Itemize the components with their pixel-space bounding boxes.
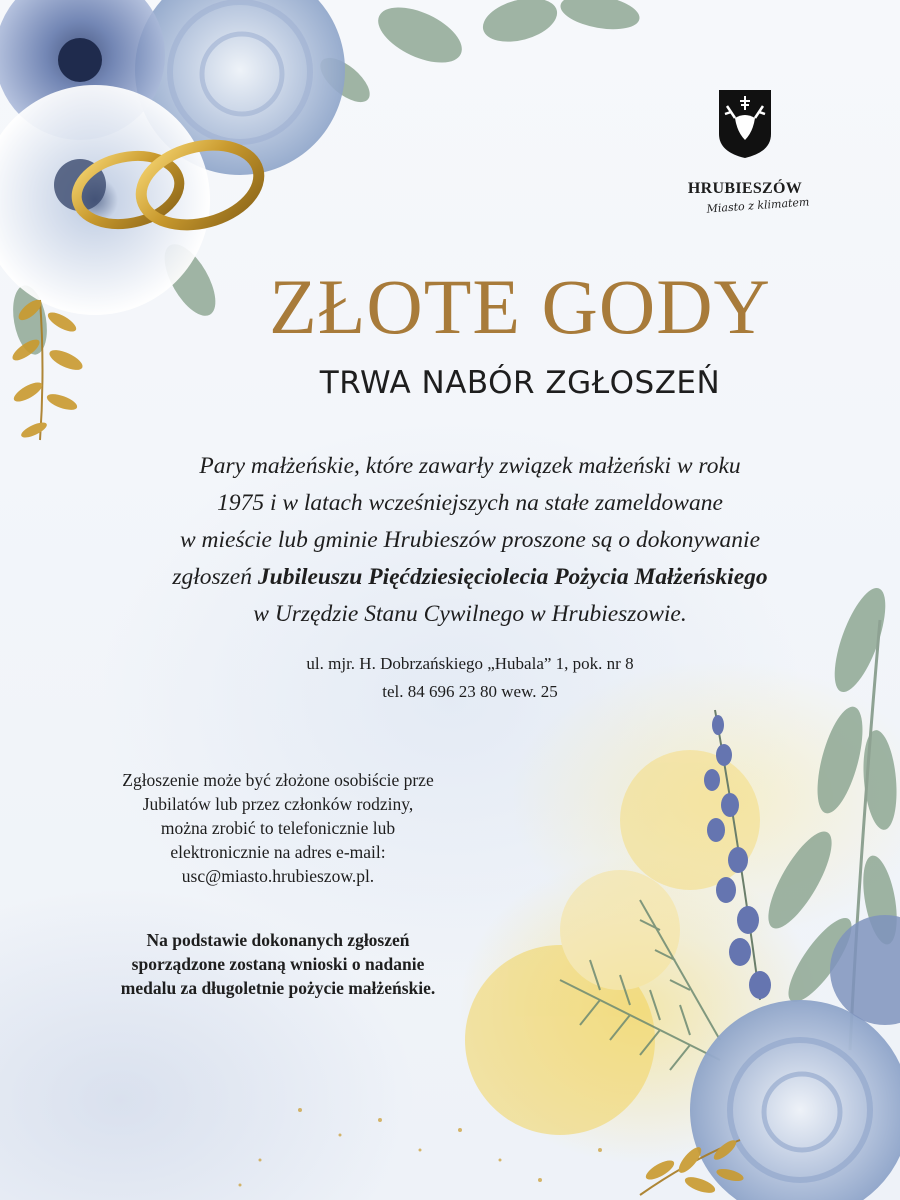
page-subtitle: TRWA NABÓR ZGŁOSZEŃ xyxy=(319,365,721,401)
contact-info xyxy=(20,650,900,706)
email-address: usc@miasto.hrubieszow.pl. xyxy=(181,866,375,886)
intro-paragraph xyxy=(20,448,900,633)
submission-info xyxy=(48,768,508,888)
submission-line: elektronicznie na adres e-mail: xyxy=(170,842,386,862)
intro-line-prefix: zgłoszeń xyxy=(172,564,258,590)
office-phone: tel. 84 696 23 80 wew. 25 xyxy=(382,682,558,701)
intro-line: 1975 i w latach wcześniejszych na stałe zameldowane xyxy=(217,490,723,516)
deer-head-coat-of-arms-icon xyxy=(717,88,773,160)
submission-line: można zrobić to telefonicznie lub xyxy=(160,818,396,838)
city-name: HRUBIESZÓW xyxy=(687,180,803,197)
page-title: ZŁOTE GODY xyxy=(269,263,771,350)
intro-line: w Urzędzie Stanu Cywilnego w Hrubieszowie. xyxy=(253,601,687,627)
intro-line xyxy=(20,559,900,596)
medal-line: medalu za długoletnie pożycie małżeńskie. xyxy=(120,978,436,998)
intro-line: Pary małżeńskie, które zawarły związek małżeński w roku xyxy=(199,453,741,479)
medal-line: sporządzone zostaną wnioski o nadanie xyxy=(131,954,425,974)
submission-line: Zgłoszenie może być złożone osobiście prze xyxy=(122,770,434,790)
jubilee-name: Jubileuszu Pięćdziesięciolecia Pożycia Małżeńskiego xyxy=(257,564,768,590)
city-tagline: Miasto z klimatem xyxy=(706,195,810,216)
office-address: ul. mjr. H. Dobrzańskiego „Hubala” 1, pok. nr 8 xyxy=(306,654,634,673)
medal-line: Na podstawie dokonanych zgłoszeń xyxy=(146,930,410,950)
medal-info xyxy=(48,928,508,1000)
city-logo xyxy=(672,88,818,218)
intro-line: w mieście lub gminie Hrubieszów proszone są o dokonywanie xyxy=(179,527,761,553)
submission-line: Jubilatów lub przez członków rodziny, xyxy=(142,794,414,814)
gold-fern-icon xyxy=(9,296,85,440)
